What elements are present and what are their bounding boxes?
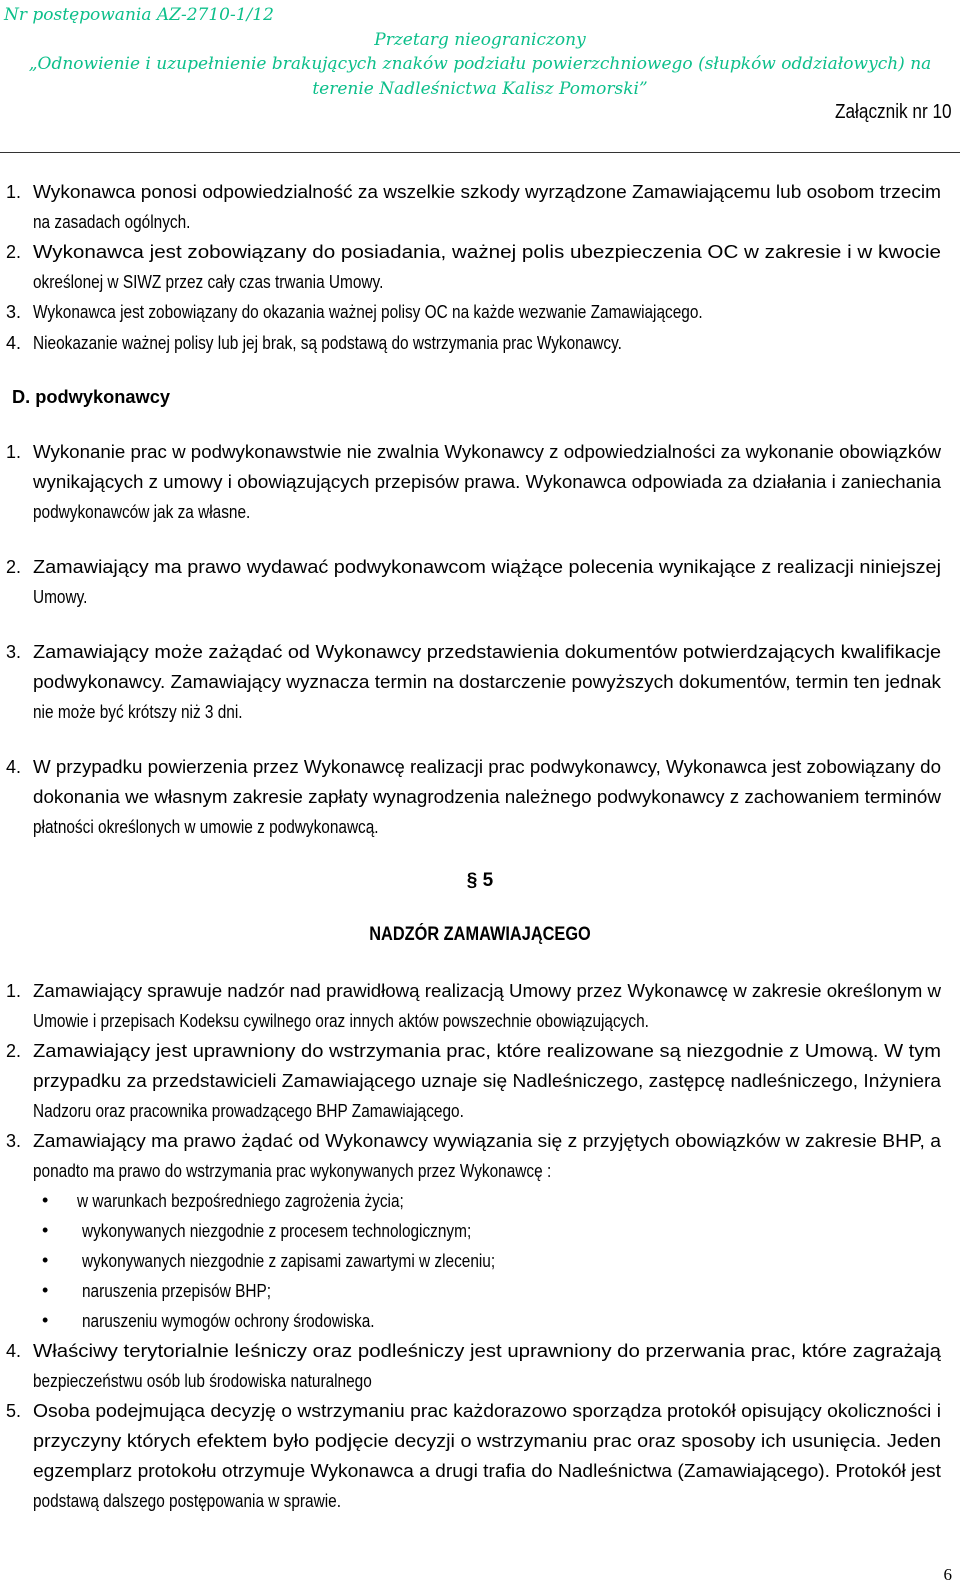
paragraph-symbol: § 5 (466, 870, 494, 891)
subcontractor-item-number: 3. (6, 642, 22, 662)
liability-item-number: 2. (6, 242, 22, 262)
subcontractor-item-line: Zamawiający może zażądać od Wykonawcy przedstawienia dokumentów potwierdzających kwalifikacje (33, 642, 941, 662)
bullet-glyph: • (42, 1250, 49, 1270)
section-d-heading: D. podwykonawcy (12, 387, 170, 407)
subcontractor-item-line: płatności określonych w umowie z podwykonawcą. (33, 817, 379, 837)
subcontractor-item-line: nie może być krótszy niż 3 dni. (33, 702, 243, 722)
oversight-item-number: 1. (6, 981, 22, 1001)
liability-item-number: 4. (6, 333, 22, 353)
oversight-item-number: 5. (6, 1401, 22, 1421)
oversight-item-line: przypadku za przedstawicieli Zamawiającego uznaje się Nadleśniczego, zastępcę nadleśniczego, Inżyniera (33, 1071, 941, 1091)
liability-item-line: Wykonawca ponosi odpowiedzialność za wszelkie szkody wyrządzone Zamawiającemu lub osobom trzecim (33, 182, 941, 202)
subcontractor-item-line: podwykonawców jak za własne. (33, 502, 251, 522)
bullet-item: wykonywanych niezgodnie z procesem technologicznym; (82, 1221, 472, 1241)
paragraph-title: NADZÓR ZAMAWIAJĄCEGO (369, 924, 591, 945)
tender-type: Przetarg nieograniczony (374, 30, 586, 50)
case-number: Nr postępowania AZ-2710-1/12 (4, 5, 274, 25)
oversight-item-line: Zamawiający sprawuje nadzór nad prawidłową realizacją Umowy przez Wykonawcę w zakresie określonym w (33, 981, 941, 1001)
bullet-item: naruszeniu wymogów ochrony środowiska. (82, 1311, 375, 1331)
liability-item-line: określonej w SIWZ przez cały czas trwania Umowy. (33, 272, 384, 292)
oversight-item-line: bezpieczeństwu osób lub środowiska naturalnego (33, 1371, 372, 1391)
bullet-glyph: • (42, 1280, 49, 1300)
subcontractor-item-number: 2. (6, 557, 22, 577)
subcontractor-item-line: Wykonanie prac w podwykonawstwie nie zwalnia Wykonawcy z odpowiedzialności za wykonanie obowiązków (33, 442, 941, 462)
oversight-item-line: Zamawiający ma prawo żądać od Wykonawcy wywiązania się z przyjętych obowiązków w zakresie BHP, a (33, 1131, 941, 1151)
header-divider (0, 152, 960, 153)
liability-item-line: Wykonawca jest zobowiązany do posiadania, ważnej polis ubezpieczenia OC w zakresie i w kwocie (33, 242, 941, 262)
oversight-item-line: Zamawiający jest uprawniony do wstrzymania prac, które realizowane są niezgodnie z Umową. W tym (33, 1041, 941, 1061)
oversight-item-line: Umowie i przepisach Kodeksu cywilnego oraz innych aktów powszechnie obowiązujących. (33, 1011, 649, 1031)
oversight-item-line: przyczyny których efektem było podjęcie decyzji o wstrzymaniu prac oraz sposoby ich usunięcia. Jeden (33, 1431, 941, 1451)
oversight-item-line: Nadzoru oraz pracownika prowadzącego BHP Zamawiającego. (33, 1101, 464, 1121)
oversight-item-line: Osoba podejmująca decyzję o wstrzymaniu prac każdorazowo sporządza protokół opisujący okoliczności i (33, 1401, 941, 1421)
bullet-item: wykonywanych niezgodnie z zapisami zawartymi w zleceniu; (82, 1251, 496, 1271)
subcontractor-item-line: wynikających z umowy i obowiązujących przepisów prawa. Wykonawca odpowiada za działania i zaniechania (33, 472, 941, 492)
liability-item-number: 3. (6, 302, 22, 322)
oversight-item-line: egzemplarz protokołu otrzymuje Wykonawca a drugi trafia do Nadleśnictwa (Zamawiającego). Protokół jest (33, 1461, 941, 1481)
subcontractor-item-number: 1. (6, 442, 22, 462)
subcontractor-item-line: Zamawiający ma prawo wydawać podwykonawcom wiążące polecenia wynikające z realizacji niniejszej (33, 557, 941, 577)
oversight-item-number: 2. (6, 1041, 22, 1061)
bullet-item: w warunkach bezpośredniego zagrożenia życia; (77, 1191, 404, 1211)
page-number: 6 (943, 1565, 952, 1584)
oversight-item-number: 3. (6, 1131, 22, 1151)
oversight-item-line: podstawą dalszego postępowania w sprawie. (33, 1491, 342, 1511)
oversight-item-line: ponadto ma prawo do wstrzymania prac wykonywanych przez Wykonawcę : (33, 1161, 552, 1181)
bullet-glyph: • (42, 1220, 49, 1240)
attachment-label: Załącznik nr 10 (835, 101, 952, 123)
liability-item-number: 1. (6, 182, 22, 202)
subcontractor-item-number: 4. (6, 757, 22, 777)
bullet-glyph: • (42, 1190, 49, 1210)
liability-item-line: na zasadach ogólnych. (33, 212, 191, 232)
bullet-glyph: • (42, 1310, 49, 1330)
title-line-1: „Odnowienie i uzupełnienie brakujących znaków podziału powierzchniowego (słupków oddziałowych) na (28, 54, 932, 74)
liability-item-line: Wykonawca jest zobowiązany do okazania ważnej polisy OC na każde wezwanie Zamawiającego. (33, 302, 703, 322)
subcontractor-item-line: podwykonawcy. Zamawiający wyznacza termin na dostarczenie powyższych dokumentów, termin ten jednak (33, 672, 941, 692)
oversight-item-number: 4. (6, 1341, 22, 1361)
bullet-item: naruszenia przepisów BHP; (82, 1281, 272, 1301)
liability-item-line: Nieokazanie ważnej polisy lub jej brak, są podstawą do wstrzymania prac Wykonawcy. (33, 333, 622, 353)
subcontractor-item-line: W przypadku powierzenia przez Wykonawcę realizacji prac podwykonawcy, Wykonawca jest zobowiązany do (33, 757, 941, 777)
title-line-2: terenie Nadleśnictwa Kalisz Pomorski” (312, 79, 648, 99)
subcontractor-item-line: dokonania we własnym zakresie zapłaty wynagrodzenia należnego podwykonawcy z zachowaniem terminów (33, 787, 941, 807)
oversight-item-line: Właściwy terytorialnie leśniczy oraz podleśniczy jest uprawniony do przerwania prac, które zagrażają (33, 1341, 941, 1361)
subcontractor-item-line: Umowy. (33, 587, 88, 607)
